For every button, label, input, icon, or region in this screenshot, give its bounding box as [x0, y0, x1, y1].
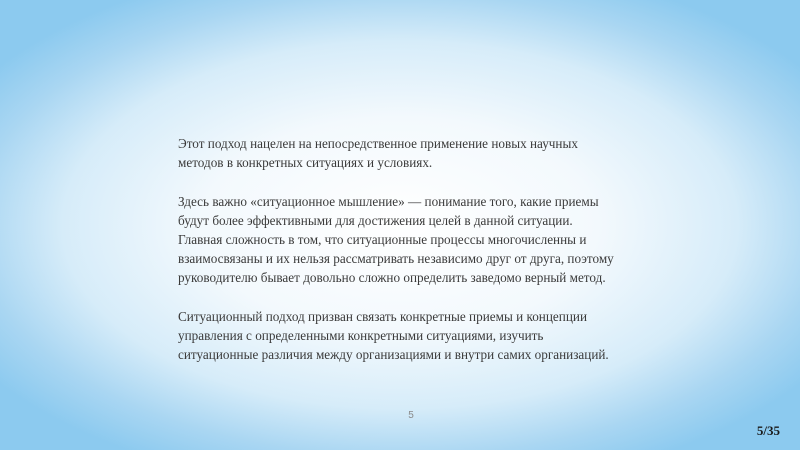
paragraph-approach-intro: Этот подход нацелен на непосредственное применение новых научных методов в конкретных ситуациях и условиях.	[178, 136, 578, 171]
slide-body-text	[178, 134, 698, 364]
page-number: 5	[408, 410, 414, 421]
slide-counter: 5/35	[756, 423, 780, 438]
paragraph-situational-thinking: Здесь важно «ситуационное мышление» — понимание того, какие приемы будут более эффективными для достижения целей в данной ситуации. Главная сложность в том, что ситуационные процессы многочисленны и взаимосвязаны и их нельзя рассматривать независимо друг от друга, поэтому руководителю бывает довольно сложно определить заведомо верный метод.	[178, 193, 614, 286]
paragraph-approach-goal: Ситуационный подход призван связать конкретные приемы и концепции управления с определенными конкретными ситуациями, изучить ситуационные различия между организациями и внутри самих организаций.	[178, 308, 609, 363]
